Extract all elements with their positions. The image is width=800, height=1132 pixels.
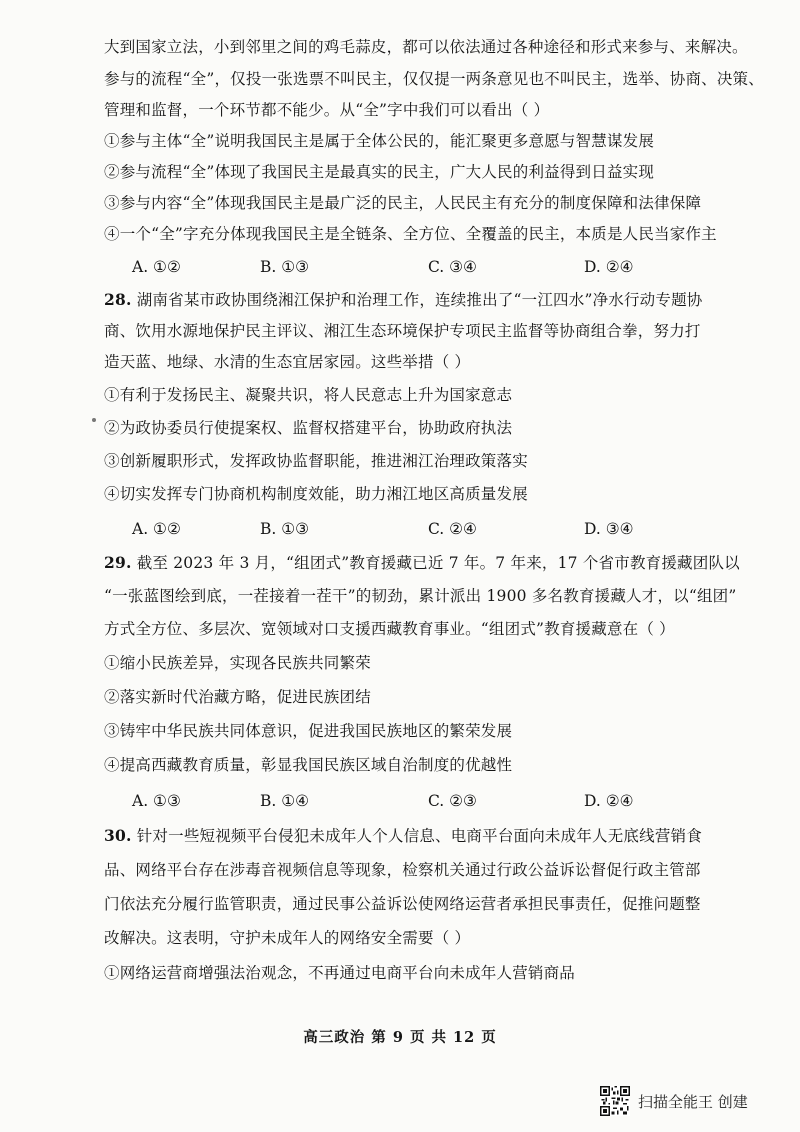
q30-stem-line: 改解决。这表明，守护未成年人的网络安全需要（ ） <box>104 929 471 947</box>
q28-options <box>132 516 752 542</box>
q29-option-a: A. ①③ <box>132 792 181 810</box>
q29-stem-text: 截至 2023 年 3 月，“组团式”教育援藏已近 7 年。7 年来，17 个省市教育援藏团队以 <box>136 554 740 572</box>
q27-stem-line: 大到国家立法，小到邻里之间的鸡毛蒜皮，都可以依法通过各种途径和形式来参与、来解决。 <box>104 38 748 56</box>
q28-statement-1: ①有利于发扬民主、凝聚共识，将人民意志上升为国家意志 <box>104 386 513 404</box>
q29-stem-line <box>104 550 744 576</box>
q28-stem-text: 湖南省某市政协围绕湘江保护和治理工作，连续推出了“一江四水”净水行动专题协 <box>136 291 703 309</box>
q29-option-d: D. ②④ <box>584 792 634 810</box>
q28-number: 28. <box>104 290 132 309</box>
q28-stem-line <box>104 287 744 313</box>
q30-stem-line: 品、网络平台存在涉毒音视频信息等现象，检察机关通过行政公益诉讼督促行政主管部 <box>104 861 701 879</box>
q27-statement-1: ①参与主体“全”说明我国民主是属于全体公民的，能汇聚更多意愿与智慧谋发展 <box>104 132 655 150</box>
q28-stem-line: 造天蓝、地绿、水清的生态宜居家园。这些举措（ ） <box>104 353 471 371</box>
q27-statement-3: ③参与内容“全”体现我国民主是最广泛的民主，人民民主有充分的制度保障和法律保障 <box>104 194 702 212</box>
q28-option-d: D. ③④ <box>584 520 634 538</box>
q29-statement-4: ④提高西藏教育质量，彰显我国民族区域自治制度的优越性 <box>104 756 513 774</box>
q27-statement-2: ②参与流程“全”体现了我国民主是最真实的民主，广大人民的利益得到日益实现 <box>104 163 655 181</box>
q27-option-d: D. ②④ <box>584 258 634 276</box>
scan-speck <box>92 418 96 422</box>
q27-stem-line: 管理和监督，一个环节都不能少。从“全”字中我们可以看出（ ） <box>104 101 550 119</box>
q27-option-b: B. ①③ <box>260 258 310 276</box>
q28-statement-2: ②为政协委员行使提案权、监督权搭建平台，协助政府执法 <box>104 419 513 437</box>
q27-options <box>132 254 752 280</box>
scanner-label: 扫描全能王 创建 <box>638 1092 748 1111</box>
q30-number: 30. <box>104 826 132 845</box>
q27-option-a: A. ①② <box>132 258 181 276</box>
q28-statement-3: ③创新履职形式，发挥政协监督职能，推进湘江治理政策落实 <box>104 452 528 470</box>
q28-option-b: B. ①③ <box>260 520 310 538</box>
q27-statement-4: ④一个“全”字充分体现我国民主是全链条、全方位、全覆盖的民主，本质是人民当家作主 <box>104 225 717 243</box>
q29-statement-1: ①缩小民族差异，实现各民族共同繁荣 <box>104 654 371 672</box>
q29-stem-line: 方式全方位、多层次、宽领域对口支援西藏教育事业。“组团式”教育援藏意在（ ） <box>104 620 675 638</box>
q29-statement-2: ②落实新时代治藏方略，促进民族团结 <box>104 688 371 706</box>
q28-stem-line: 商、饮用水源地保护民主评议、湘江生态环境保护专项民主监督等协商组合拳，努力打 <box>104 322 701 340</box>
q29-options <box>132 788 752 814</box>
q30-statement-1: ①网络运营商增强法治观念，不再通过电商平台向未成年人营销商品 <box>104 964 576 982</box>
q30-stem-line: 门依法充分履行监管职责，通过民事公益诉讼使网络运营者承担民事责任，促推问题整 <box>104 895 701 913</box>
page-footer: 高三政治 第 9 页 共 12 页 <box>303 1029 497 1046</box>
q30-stem-text: 针对一些短视频平台侵犯未成年人个人信息、电商平台面向未成年人无底线营销食 <box>136 827 702 845</box>
q29-stem-line: “一张蓝图绘到底，一茬接着一茬干”的韧劲，累计派出 1900 多名教育援藏人才，以“组团” <box>104 587 737 605</box>
q27-stem-line: 参与的流程“全”，仅投一张选票不叫民主，仅仅提一两条意见也不叫民主，选举、协商、决策、 <box>104 70 764 88</box>
q29-statement-3: ③铸牢中华民族共同体意识，促进我国民族地区的繁荣发展 <box>104 722 513 740</box>
q29-option-c: C. ②③ <box>428 792 477 810</box>
scanner-watermark <box>600 1086 748 1116</box>
q28-option-a: A. ①② <box>132 520 181 538</box>
q27-option-c: C. ③④ <box>428 258 477 276</box>
q28-statement-4: ④切实发挥专门协商机构制度效能，助力湘江地区高质量发展 <box>104 485 528 503</box>
q29-option-b: B. ①④ <box>260 792 310 810</box>
q30-stem-line <box>104 823 744 849</box>
qr-code-icon <box>600 1086 630 1116</box>
q28-option-c: C. ②④ <box>428 520 477 538</box>
q29-number: 29. <box>104 553 132 572</box>
